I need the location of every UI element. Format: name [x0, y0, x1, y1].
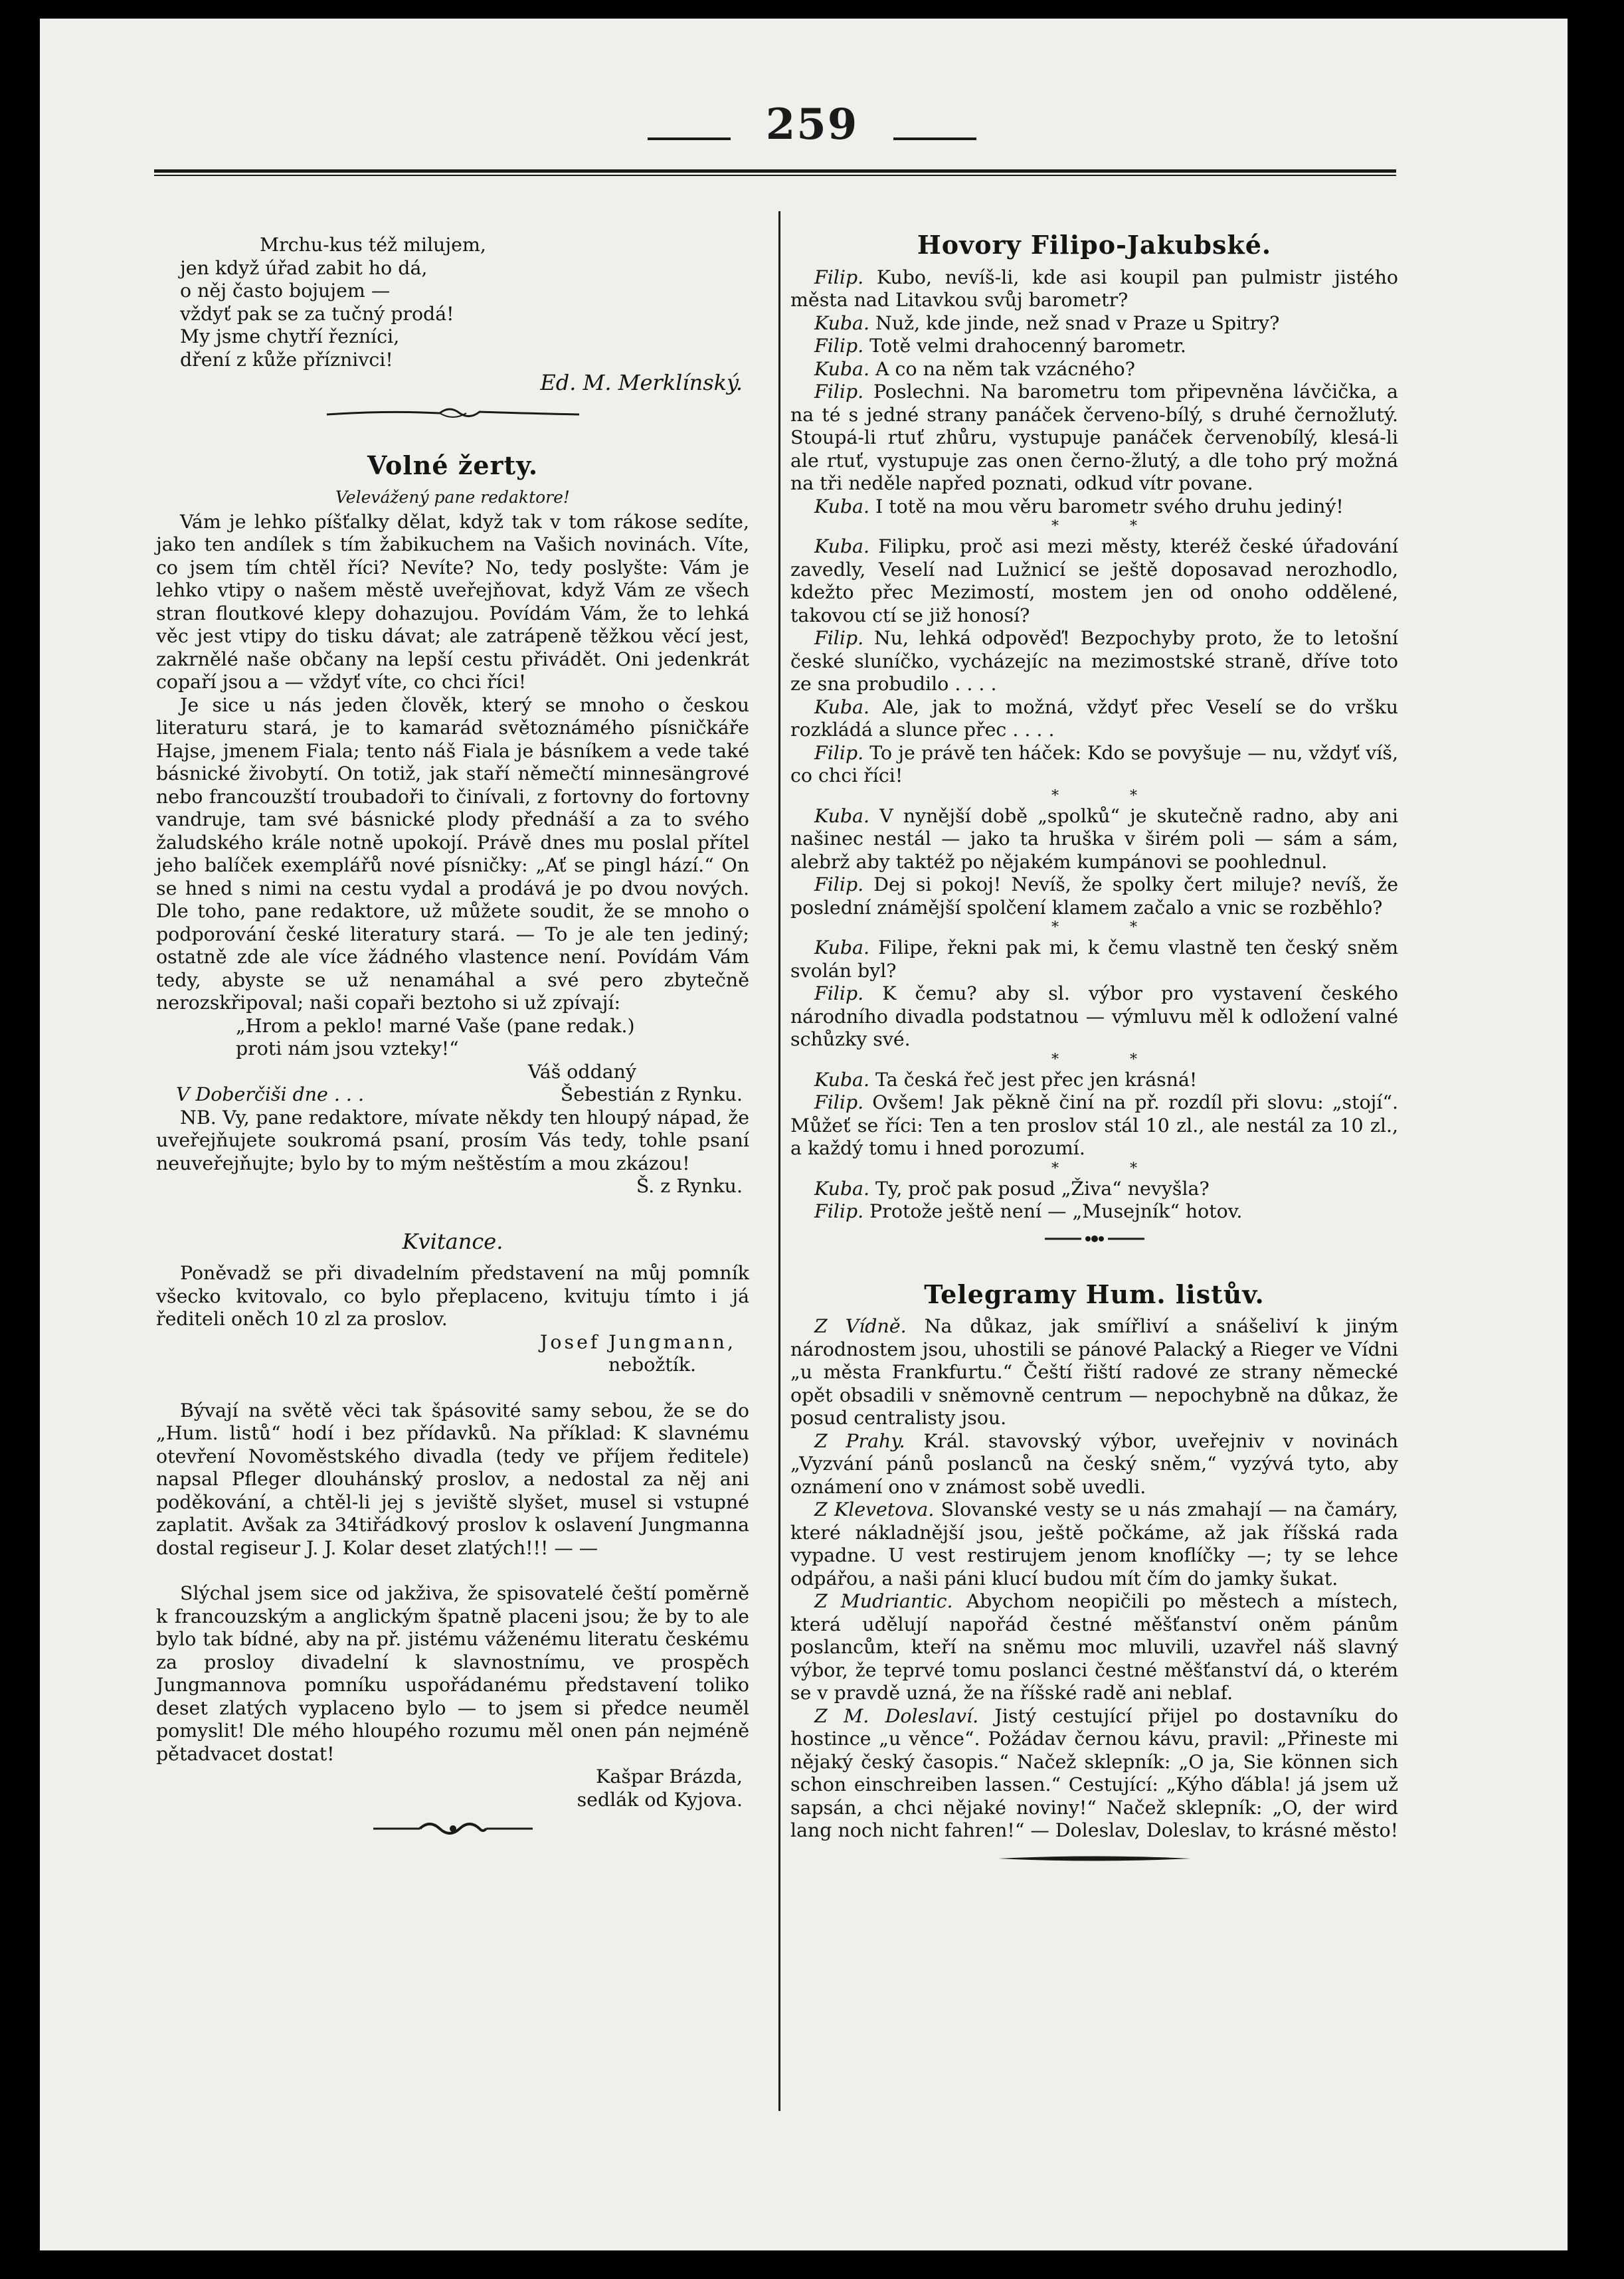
asterisk-separator: * *: [1051, 919, 1170, 936]
slychal-signature: Kašpar Brázda,: [596, 1766, 743, 1787]
telegram-item: Z Mudriantic. Abychom neopičili po městech a místech, která udělují napořád čestné měšťanství oněm pánům poslancům, kteří na sněmu moc mluvili, uzavřel náš slavný výbor, že teprvé tomu poslanci čestné měšťanství dá, o kterém se v pravdě uzná, že na říšské radě ani neblaf.: [790, 1590, 1398, 1704]
signature-row: [156, 1083, 749, 1107]
page-number-rule-right: [893, 137, 976, 140]
dotted-rule-ornament-icon: [790, 1229, 1398, 1255]
dialog-line: Filip. Protože ještě není — „Musejník“ hotov.: [814, 1200, 1243, 1222]
page-number-rule-left: [648, 137, 731, 140]
nb-paragraph: NB. Vy, pane redaktore, mívate někdy ten hloupý nápad, že uveřejňujete soukromá psaní, prosím Vás tedy, tohle psaní neuveřejňujte; bylo by to mým neštěstím a mou zkázou!: [156, 1106, 749, 1174]
kvitance-signature: Josef Jungmann,: [540, 1330, 736, 1353]
flourish-ornament-icon: [156, 400, 749, 426]
poem-author: Ed. M. Merklínský.: [540, 370, 743, 395]
byvaji-paragraph: Bývají na světě věci tak špásovité samy sebou, že se do „Hum. listů“ hodí i bez přídavků. Na příklad: K slavnému otevření Novoměstského divadla (tedy ve příjem ředitele) napsal Pfleger dlouhánský proslov, a nedostal za něj ani poděkování, a chtěl-li jej s jeviště slyšet, musel si vstupné zaplatit. Avšak za 34tiřádkový proslov k oslavení Jungmanna dostal regiseur J. J. Kolar deset zlatých!!! — —: [156, 1399, 749, 1559]
kvitance-signature-note: nebožtík.: [608, 1354, 696, 1376]
asterisk-separator: * *: [1051, 1160, 1170, 1177]
poem-line: dření z kůže příznivci!: [180, 348, 393, 371]
dialog-line: Kuba. Ale, jak to možná, vždyť přec Veselí se do vršku rozkládá a slunce přec . . . .: [790, 695, 1398, 741]
dialog-line: Kuba. Filipku, proč asi mezi městy, kteréž české úřadování zavedly, Veselí nad Lužnicí se ještě doposavad nerozhodlo, kdežto přec Mezimostí, mostem jen od onoho oddělené, takovou ctí se již honosí?: [790, 535, 1399, 626]
closing-line: Váš oddaný: [527, 1060, 636, 1083]
column-divider: [778, 211, 780, 2111]
telegram-item: Z M. Doleslaví. Jistý cestující přijel po dostavníku do hostince „u věnce“. Požádav černou kávu, pravil: „Přineste mi nějaký český časopis.“ Načež sklepník: „O ja, Sie können sich schon einschreiben lassen.“ Cestující: „Kýho ďábla! já jsem už sapsán, a chci nějaké noviny!“ Načež sklepník: „O, der wird lang noch nicht fahren!“ — Doleslav, Doleslav, to krásné město!: [790, 1704, 1399, 1841]
telegram-item: Z Prahy. Král. stavovský výbor, uveřejniv v novinách „Vyzvání pánů poslanců na český sněm,“ vyzývá tyto, aby oznámení ono v známost sobě uvedli.: [790, 1429, 1398, 1498]
dialog-line: Filip. Nu, lehká odpověď! Bezpochyby proto, že to letošní české sluníčko, vycházejíc na mezimostské straně, dříve toto ze sna probudilo . . . .: [790, 627, 1398, 695]
dialog-block: [790, 1178, 1398, 1224]
dialog-line: Filip. Ovšem! Jak pěkně činí na př. rozdíl při slovu: „stojí“. Můžeť se říci: Ten a ten proslov stál 10 zl., ale nestál za 10 zl., a každý tomu i hned porozumí.: [790, 1091, 1398, 1159]
dialog-block: [790, 535, 1398, 788]
signature: Šebestián z Rynku.: [560, 1083, 743, 1105]
telegram-item: Z Vídně. Na důkaz, jak smířliví a snášeliví k jiným národnostem jsou, uhostili se pánové Palacký a Rieger ve Vídni „u města Frankfurtu.“ Čeští řiští radové ze strany německé opět obsadili v sněmovně centrum — nepochybně na důkaz, že posud centralisty jsou.: [790, 1315, 1399, 1429]
telegram-list: [790, 1315, 1398, 1843]
volne-zerty-heading: Volné žerty.: [367, 450, 539, 480]
dialog-block: [790, 1069, 1398, 1160]
slychal-paragraph: Slýchal jsem sice od jakživa, že spisovatelé čeští poměrně k francouzským a anglickým špatně placeni jsou; že by to ale bylo tak bídné, aby na př. jistému váženému literatu českému za prosloy divadelní k slavnostnímu, ve prospěch Jungmannova pomníku uspořádanému představení toliko deset zlatých vyplaceno bylo — to jsem si předce neuměl pomyslit! Dle mého hloupého rozumu měl onen pán nejméně pětadvacet dostat!: [156, 1582, 749, 1765]
dialog-line: Kuba. V nynější době „spolků“ je skutečně radno, aby ani našinec nestál — jako ta hruška v širém poli — sám a sám, alebrž aby taktéž po nějakém kumpánovi se poohlednul.: [790, 804, 1398, 873]
dialog-block: [790, 266, 1398, 519]
volne-paragraph-1: Vám je lehko píšťalky dělat, když tak v tom rákose sedíte, jako ten andílek s tím žabikuchem na Vašich novinách. Víte, co jsem tím chtěl říci? Nevíte? No, tedy poslyšte: Vám je lehko vtipy o našem městě uveřejňovat, když Vám ze všech stran floutkové klepy dohazujou. Povídám Vám, že to lehká věc jest vtipy do tisku dávat; ale zatrápeně těžkou věcí jest, zakrnělé naše občany na lepší cestu přivádět. Oni jedenkrát copaří jsou a — vždyť víte, co chci říci!: [156, 510, 749, 693]
asterisk-separator: * *: [1051, 518, 1170, 535]
dialog-line: Kuba. Ty, proč pak posud „Živa“ nevyšla?: [814, 1177, 1210, 1200]
tapered-rule-ornament-icon: [790, 1848, 1398, 1874]
dialog-line: Kuba. Ta česká řeč jest přec jen krásná!: [814, 1068, 1198, 1091]
scroll-ornament-icon: [156, 1817, 749, 1843]
poem-line: jen když úřad zabit ho dá,: [180, 256, 428, 279]
poem-line: o něj často bojujem —: [180, 280, 391, 302]
volne-paragraph-2: Je sice u nás jeden člověk, který se mnoho o českou literaturu stará, je to kamarád světoznámého písničkáře Hajse, jmenem Fiala; tento náš Fiala je básníkem a vede také básnické živobytí. On totiž, jak staří němečtí minnesängrové nebo francouzští troubadoři to činívali, z fortovny do fortovny vandruje, tam své básnické plody přednáší a za to svého žaludského krále notně upokojí. Právě dnes mu poslal přítel jeho balíček exemplářů nové písničky: „Ať se pingl hází.“ On se hned s nimi na cestu vydal a prodává je po dvou nových. Dle toho, pane redaktore, už můžete soudit, že se mnoho o podporování české literatury stará. — To je ale ten jediný; ostatně zde ale více žádného vlastence není. Povídám Vám tedy, abyste se už nenamáhal a své pero zbytečně nerozskřipoval; naši copaři beztoho si už zpívají:: [156, 693, 749, 1014]
header-rule-thin: [154, 175, 1396, 176]
poem-line: My jsme chytří řezníci,: [180, 325, 400, 347]
asterisk-separator: * *: [1051, 787, 1170, 804]
telegramy-heading: Telegramy Hum. listův.: [924, 1279, 1265, 1309]
nb-signature: Š. z Rynku.: [636, 1175, 743, 1197]
quote-line: proti nám jsou vzteky!“: [236, 1038, 459, 1059]
poem-line: Mrchu-kus též milujem,: [260, 234, 486, 256]
dialog-line: Kuba. Filipe, řekni pak mi, k čemu vlastně ten český sněm svolán byl?: [790, 937, 1398, 982]
quote-block: [236, 1015, 749, 1061]
asterisk-separator: * *: [1051, 1051, 1170, 1068]
volne-salutation: Velevážený pane redaktore!: [335, 488, 570, 507]
kvitance-paragraph: Poněvadž se při divadelním představení na můj pomník všecko kvitovalo, co bylo přeplaceno, kvituju tímto i já řediteli oněch 10 zl za proslov.: [156, 1262, 749, 1330]
dialog-line: Filip. Totě velmi drahocenný barometr.: [814, 335, 1186, 357]
dialog-line: Filip. To je právě ten háček: Kdo se povyšuje — nu, vždyť víš, co chci říci!: [790, 741, 1398, 786]
right-column: [790, 211, 1398, 1880]
telegram-item: Z Klevetova. Slovanské vesty se u nás zmahají — na čamáry, které nákladnější jsou, ještě počkáme, až jak říšská rada vypadne. U vest restirujem jenom knoflíčky —; ty se lehce odpářou, a naši páni klucí budou mít čím do jamky šukat.: [790, 1499, 1398, 1590]
hovory-heading: Hovory Filipo-Jakubské.: [917, 230, 1272, 260]
header-rule: [154, 169, 1396, 173]
dialog-line: Kuba. I totě na mou věru barometr svého druhu jediný!: [814, 495, 1344, 517]
dialog-line: Kuba. A co na něm tak vzácného?: [814, 357, 1135, 380]
dialog-line: Filip. K čemu? aby sl. výbor pro vystavení českého národního divadla podstatnou — výmluvu měl k odložení valné schůzky své.: [790, 982, 1398, 1050]
dialog-line: Kuba. Nuž, kde jinde, než snad v Praze u Spitry?: [814, 312, 1280, 334]
page-number: 259: [765, 100, 859, 149]
dialog-line: Filip. Dej si pokoj! Nevíš, že spolky čert miluje? nevíš, že poslední známější spolčení klamem začalo a vnic se rozběhlo?: [790, 873, 1398, 919]
quote-line: „Hrom a peklo! marné Vaše (pane redak.): [236, 1014, 635, 1037]
place-date: V Doberčiši dne . . .: [176, 1083, 364, 1105]
slychal-signature-note: sedlák od Kyjova.: [577, 1788, 743, 1811]
dialog-block: [790, 805, 1398, 920]
poem-line: vždyť pak se za tučný prodá!: [180, 302, 454, 325]
left-column: [156, 211, 749, 1849]
poem: [156, 234, 749, 371]
kvitance-heading: Kvitance.: [402, 1228, 503, 1254]
dialog-line: Filip. Kubo, nevíš-li, kde asi koupil pan pulmistr jistého města nad Litavkou svůj barometr?: [790, 266, 1398, 311]
dialog-line: Filip. Poslechni. Na barometru tom připevněna lávčička, a na té s jedné strany panáček červeno-bílý, s druhé černožlutý. Stoupá-li rtuť zhůru, vystupuje panáček červenobílý, klesá-li ale rtuť, vystupuje zas onen černo-žlutý, a dle toho prý možná na tři neděle napřed poznati, odkud vítr povane.: [790, 381, 1398, 494]
dialog-block: [790, 937, 1398, 1051]
